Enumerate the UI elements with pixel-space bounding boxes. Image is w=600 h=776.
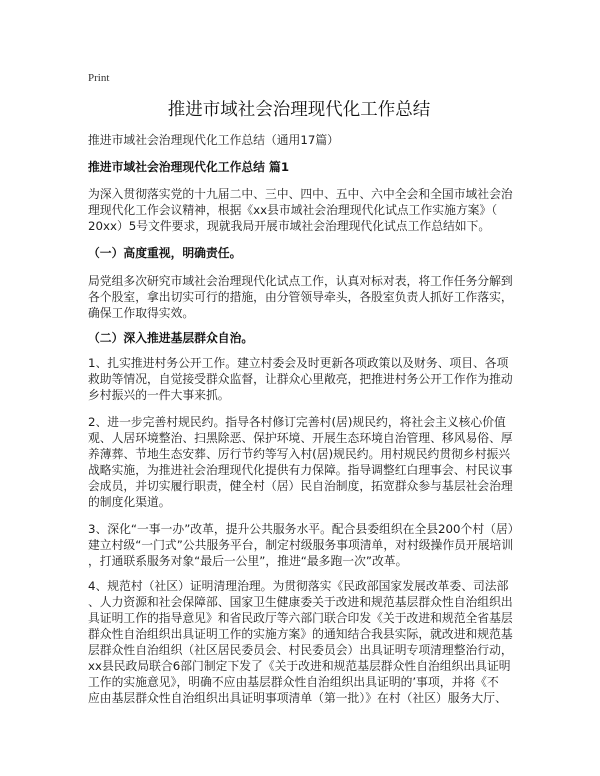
section-heading [88, 159, 289, 175]
paragraph-line: ，打通联系服务对象“最后一公里”，推进“最多跑一次”改革。 [88, 554, 408, 568]
subheading-2 [88, 330, 253, 346]
intro-paragraph [88, 186, 513, 234]
paragraph-line: 理现代化工作会议精神，根据《xx县市域社会治理现代化试点工作实施方案》（ [88, 203, 498, 217]
paragraph-line: 工作的实施意见》，明确不应由基层群众性自治组织出具证明的’事项，并将《不 [88, 675, 499, 689]
subheading-1 [88, 245, 241, 261]
paragraph-line: 20xx）5号文件要求，现就我局开展市域社会治理现代化试点工作总结如下。 [88, 219, 491, 233]
page-title: 推进市域社会治理现代化工作总结 [167, 100, 431, 120]
paragraph-1 [88, 273, 513, 321]
paragraph-line: 战略实施，为推进社会治理现代化提供有力保障。指导调整红白理事会、村民议事 [88, 463, 513, 477]
item-1-paragraph [88, 355, 513, 403]
paragraph-line: 建立村级“一门式”公共服务平台，制定村级服务事项清单，对村级操作员开展培训 [88, 538, 514, 552]
paragraph-line: 乡村振兴的一件大事来抓。 [88, 388, 230, 402]
subheading-text: （一）高度重视，明确责任。 [88, 246, 242, 260]
paragraph-line: 养薄葬、节地生态安葬、厉行节约等写入村(居)规民约。用村规民约贯彻乡村振兴 [88, 447, 511, 461]
print-link[interactable]: Print [88, 72, 110, 84]
paragraph-line: 层群众性自治组织（社区居民委员会、村民委员会）出具证明专项清理整治行动， [88, 643, 513, 657]
paragraph-line: 2、进一步完善村规民约。指导各村修订完善村(居)规民约，将社会主义核心价值 [88, 415, 506, 429]
paragraph-line: 局党组多次研究市域社会治理现代化试点工作，认真对标对表，将工作任务分解到 [88, 274, 513, 288]
paragraph-line: xx县民政局联合6部门制定下发了《关于改进和规范基层群众性自治组织出具证明 [88, 659, 511, 673]
paragraph-line: 4、规范村（社区）证明清理治理。为贯彻落实《民政部国家发展改革委、司法部 [88, 579, 509, 593]
document-subtitle: 推进市域社会治理现代化工作总结（通用17篇） [88, 133, 339, 147]
paragraph-line: 1、扎实推进村务公开工作。建立村委会及时更新各项政策以及财务、项目、各项 [88, 356, 509, 370]
paragraph-line: 具证明工作的指导意见》和省民政厅等六部门联合印发《关于改进和规范全省基层 [88, 611, 513, 625]
paragraph-line: 会成员，并切实履行职责，健全村（居）民自治制度，拓宽群众参与基层社会治理 [88, 479, 513, 493]
item-4-paragraph [88, 578, 513, 706]
paragraph-line: 3、深化“一事一办”改革，提升公共服务水平。配合县委组织在全县200个村（居） [88, 522, 520, 536]
paragraph-line: 救助等情况，自觉接受群众监督，让群众心里敞亮，把推进村务公开工作作为推动 [88, 372, 513, 386]
item-3-paragraph [88, 521, 520, 569]
section-heading-text: 推进市域社会治理现代化工作总结 篇1 [88, 160, 290, 174]
paragraph-line: 观、人居环境整治、扫黑除恶、保护环境、开展生态环境自治管理、移风易俗、厚 [88, 431, 513, 445]
paragraph-line: 群众性自治组织出具证明工作的实施方案》的通知结合我县实际，就改进和规范基 [88, 627, 513, 641]
subheading-text: （二）深入推进基层群众自治。 [88, 331, 254, 345]
paragraph-line: 各个股室，拿出切实可行的措施，由分管领导牵头，各股室负责人抓好工作落实， [88, 290, 513, 304]
paragraph-line: 应由基层群众性自治组织出具证明事项清单（第一批）》在村（社区）服务大厅、 [88, 691, 507, 705]
paragraph-line: 的制度化渠道。 [88, 495, 171, 509]
paragraph-line: 确保工作取得实效。 [88, 306, 195, 320]
paragraph-line: 为深入贯彻落实党的十九届二中、三中、四中、五中、六中全会和全国市域社会治 [88, 187, 513, 201]
paragraph-line: 、人力资源和社会保障部、国家卫生健康委关于改进和规范基层群众性自治组织出 [88, 595, 513, 609]
item-2-paragraph [88, 414, 513, 510]
